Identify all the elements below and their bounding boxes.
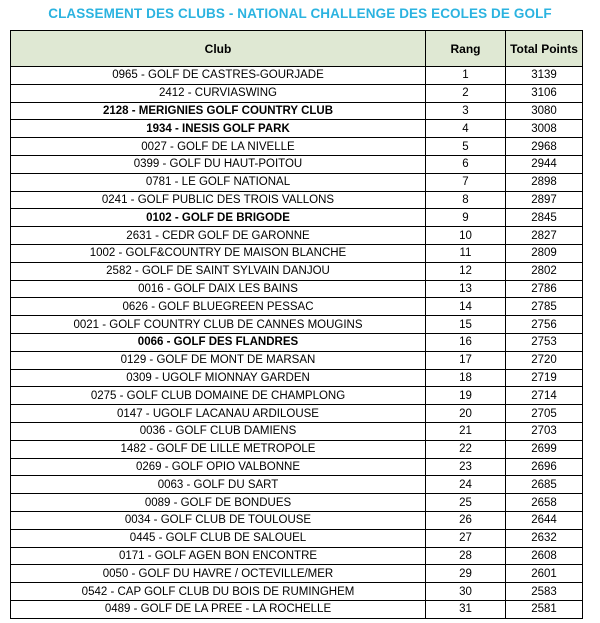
rang-cell: 5 [426,138,506,156]
table-row [11,316,583,334]
table-row [11,191,583,209]
club-cell: 0147 - UGOLF LACANAU ARDILOUSE [11,405,426,423]
points-cell: 2802 [506,262,583,280]
column-header-rang: Rang [426,31,506,67]
rang-cell: 22 [426,440,506,458]
club-cell: 0626 - GOLF BLUEGREEN PESSAC [11,298,426,316]
club-cell: 0034 - GOLF CLUB DE TOULOUSE [11,511,426,529]
table-row [11,405,583,423]
points-cell: 2827 [506,227,583,245]
club-cell: 0781 - LE GOLF NATIONAL [11,173,426,191]
rang-cell: 12 [426,262,506,280]
rang-cell: 2 [426,84,506,102]
points-cell: 2968 [506,138,583,156]
points-cell: 2581 [506,600,583,618]
points-cell: 2785 [506,298,583,316]
rang-cell: 3 [426,102,506,120]
club-cell: 0016 - GOLF DAIX LES BAINS [11,280,426,298]
rang-cell: 7 [426,173,506,191]
points-cell: 2608 [506,547,583,565]
table-row [11,155,583,173]
points-cell: 2685 [506,476,583,494]
points-cell: 2897 [506,191,583,209]
points-cell: 2705 [506,405,583,423]
table-row [11,440,583,458]
points-cell: 2786 [506,280,583,298]
club-cell: 0050 - GOLF DU HAVRE / OCTEVILLE/MER [11,565,426,583]
club-cell: 0021 - GOLF COUNTRY CLUB DE CANNES MOUGINS [11,316,426,334]
table-row [11,227,583,245]
club-cell: 0269 - GOLF OPIO VALBONNE [11,458,426,476]
club-cell: 0489 - GOLF DE LA PREE - LA ROCHELLE [11,600,426,618]
table-header-row [11,31,583,67]
rang-cell: 28 [426,547,506,565]
club-cell: 0089 - GOLF DE BONDUES [11,494,426,512]
club-cell: 0965 - GOLF DE CASTRES-GOURJADE [11,67,426,85]
club-cell: 2582 - GOLF DE SAINT SYLVAIN DANJOU [11,262,426,280]
table-body [11,67,583,619]
club-cell: 1934 - INESIS GOLF PARK [11,120,426,138]
table-row [11,280,583,298]
club-cell: 0102 - GOLF DE BRIGODE [11,209,426,227]
rang-cell: 26 [426,511,506,529]
points-cell: 3008 [506,120,583,138]
points-cell: 2583 [506,583,583,601]
rang-cell: 14 [426,298,506,316]
club-cell: 1002 - GOLF&COUNTRY DE MAISON BLANCHE [11,244,426,262]
table-row [11,333,583,351]
points-cell: 2632 [506,529,583,547]
table-row [11,173,583,191]
table-row [11,67,583,85]
rang-cell: 25 [426,494,506,512]
ranking-table [10,30,583,619]
rang-cell: 24 [426,476,506,494]
rang-cell: 31 [426,600,506,618]
table-row [11,565,583,583]
points-cell: 2644 [506,511,583,529]
table-row [11,120,583,138]
table-row [11,547,583,565]
club-cell: 2412 - CURVIASWING [11,84,426,102]
club-cell: 0036 - GOLF CLUB DAMIENS [11,422,426,440]
rang-cell: 9 [426,209,506,227]
club-cell: 0399 - GOLF DU HAUT-POITOU [11,155,426,173]
rang-cell: 13 [426,280,506,298]
table-row [11,476,583,494]
table-row [11,494,583,512]
rang-cell: 11 [426,244,506,262]
club-cell: 2128 - MERIGNIES GOLF COUNTRY CLUB [11,102,426,120]
points-cell: 2720 [506,351,583,369]
table-row [11,529,583,547]
points-cell: 3106 [506,84,583,102]
club-cell: 0063 - GOLF DU SART [11,476,426,494]
table-row [11,583,583,601]
table-row [11,84,583,102]
points-cell: 3139 [506,67,583,85]
table-row [11,209,583,227]
rang-cell: 10 [426,227,506,245]
rang-cell: 20 [426,405,506,423]
points-cell: 2809 [506,244,583,262]
rang-cell: 6 [426,155,506,173]
club-cell: 0309 - UGOLF MIONNAY GARDEN [11,369,426,387]
table-row [11,244,583,262]
table-row [11,138,583,156]
points-cell: 2699 [506,440,583,458]
table-row [11,422,583,440]
table-row [11,298,583,316]
table-row [11,600,583,618]
points-cell: 2658 [506,494,583,512]
club-cell: 0129 - GOLF DE MONT DE MARSAN [11,351,426,369]
rang-cell: 30 [426,583,506,601]
rang-cell: 18 [426,369,506,387]
club-cell: 0275 - GOLF CLUB DOMAINE DE CHAMPLONG [11,387,426,405]
points-cell: 2845 [506,209,583,227]
points-cell: 2714 [506,387,583,405]
club-cell: 0027 - GOLF DE LA NIVELLE [11,138,426,156]
club-cell: 0445 - GOLF CLUB DE SALOUEL [11,529,426,547]
points-cell: 2753 [506,333,583,351]
table-row [11,458,583,476]
table-row [11,351,583,369]
rang-cell: 4 [426,120,506,138]
club-cell: 0171 - GOLF AGEN BON ENCONTRE [11,547,426,565]
points-cell: 3080 [506,102,583,120]
rang-cell: 17 [426,351,506,369]
points-cell: 2719 [506,369,583,387]
rang-cell: 15 [426,316,506,334]
table-row [11,511,583,529]
club-cell: 0066 - GOLF DES FLANDRES [11,333,426,351]
rang-cell: 1 [426,67,506,85]
column-header-club: Club [11,31,426,67]
rang-cell: 23 [426,458,506,476]
table-row [11,387,583,405]
page-title: CLASSEMENT DES CLUBS - NATIONAL CHALLENGE DES ECOLES DE GOLF [48,6,552,21]
rang-cell: 16 [426,333,506,351]
club-cell: 2631 - CEDR GOLF DE GARONNE [11,227,426,245]
points-cell: 2703 [506,422,583,440]
points-cell: 2696 [506,458,583,476]
table-row [11,102,583,120]
column-header-total-points: Total Points [506,31,583,67]
points-cell: 2601 [506,565,583,583]
club-cell: 1482 - GOLF DE LILLE METROPOLE [11,440,426,458]
table-row [11,262,583,280]
rang-cell: 21 [426,422,506,440]
points-cell: 2898 [506,173,583,191]
rang-cell: 19 [426,387,506,405]
points-cell: 2756 [506,316,583,334]
table-row [11,369,583,387]
club-cell: 0542 - CAP GOLF CLUB DU BOIS DE RUMINGHEM [11,583,426,601]
points-cell: 2944 [506,155,583,173]
rang-cell: 8 [426,191,506,209]
club-cell: 0241 - GOLF PUBLIC DES TROIS VALLONS [11,191,426,209]
rang-cell: 27 [426,529,506,547]
rang-cell: 29 [426,565,506,583]
